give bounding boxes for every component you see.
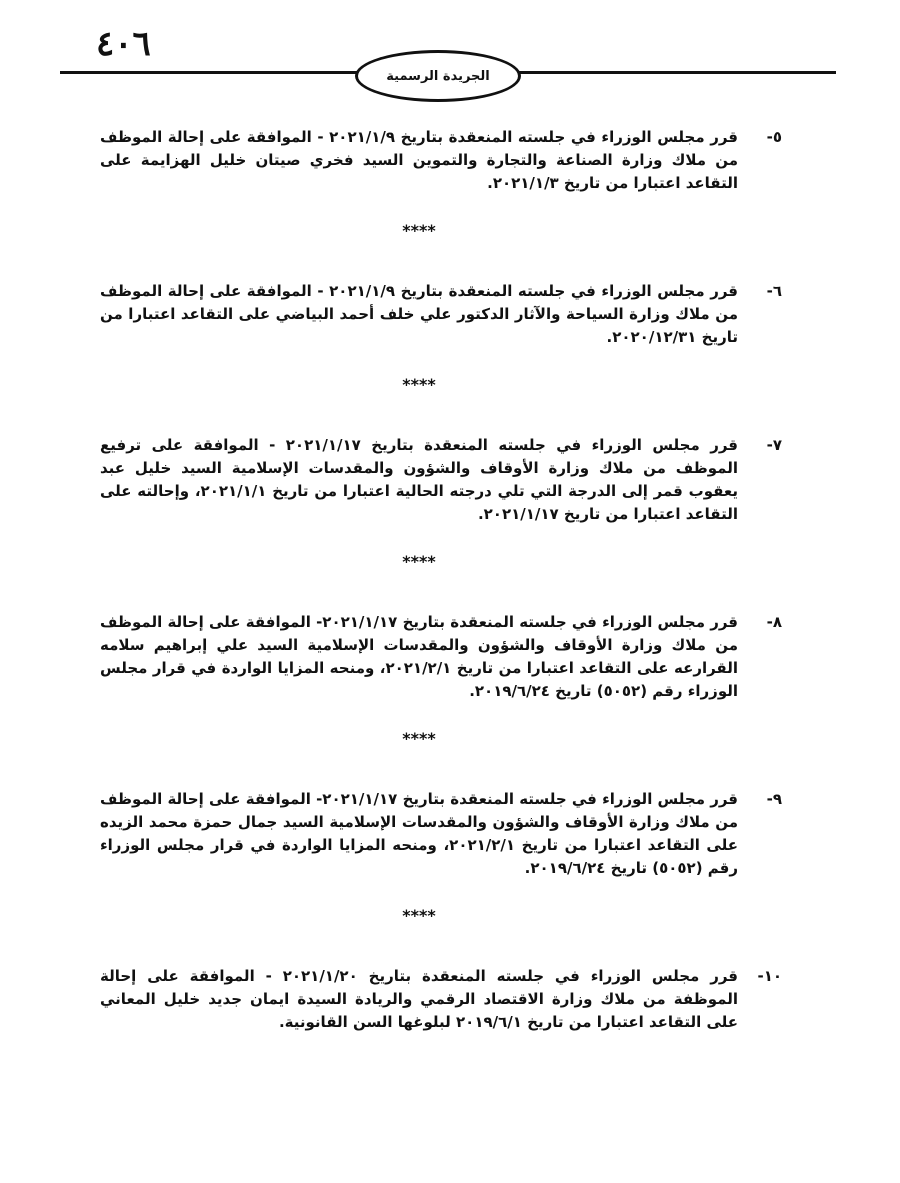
separator: **** [402,221,436,240]
decision-number: ٩- [766,790,782,808]
decision-text: قرر مجلس الوزراء في جلسته المنعقدة بتاريخ ٢٠٢١/١/٩ - الموافقة على إحالة الموظف من ملاك وزارة الصناعة والتجارة والتموين السيد فخري صيتان خليل الهزايمة على التقاعد اعتبارا من تاريخ ٢٠٢١/١/٣. [100,128,738,192]
separator: **** [402,375,436,394]
page-number: ٤٠٦ [96,24,151,64]
gazette-title-oval [355,50,521,102]
decision-item [100,280,782,349]
decision-text: قرر مجلس الوزراء في جلسته المنعقدة بتاريخ ٢٠٢١/١/١٧- الموافقة على إحالة الموظف من ملاك وزارة الأوقاف والشؤون والمقدسات الإسلامية السيد علي إبراهيم سلامه القرارعه على التقاعد اعتبارا من تاريخ ٢٠٢١/٢/١، ومنحه المزايا الواردة في قرار مجلس الوزراء رقم (٥٠٥٢) تاريخ ٢٠١٩/٦/٢٤. [100,613,738,700]
decision-text: قرر مجلس الوزراء في جلسته المنعقدة بتاريخ ٢٠٢١/١/١٧- الموافقة على إحالة الموظف من ملاك وزارة الأوقاف والشؤون والمقدسات الإسلامية السيد جمال حمزة محمد الزيده على التقاعد اعتبارا من تاريخ ٢٠٢١/٢/١، ومنحه المزايا الواردة في قرار مجلس الوزراء رقم (٥٠٥٢) تاريخ ٢٠١٩/٦/٢٤. [100,790,738,877]
decision-item [100,126,782,195]
decision-text: قرر مجلس الوزراء في جلسته المنعقدة بتاريخ ٢٠٢١/١/١٧ - الموافقة على ترفيع الموظف من ملاك وزارة الأوقاف والشؤون والمقدسات الإسلامية السيد خليل عبد يعقوب قمر إلى الدرجة التي تلي درجته الحالية اعتبارا من تاريخ ٢٠٢١/١/١، وإحالته على التقاعد اعتبارا من تاريخ ٢٠٢١/١/١٧. [100,436,738,523]
decision-text: قرر مجلس الوزراء في جلسته المنعقدة بتاريخ ٢٠٢١/١/٢٠ - الموافقة على إحالة الموظفة من ملاك وزارة الاقتصاد الرقمي والريادة السيدة ايمان جديد خليل المعاني على التقاعد اعتبارا من تاريخ ٢٠١٩/٦/١ لبلوغها السن القانونية. [100,967,738,1031]
separator: **** [402,729,436,748]
decision-item [100,611,782,703]
decision-item [100,965,782,1034]
decisions-list [100,126,782,1034]
decision-text: قرر مجلس الوزراء في جلسته المنعقدة بتاريخ ٢٠٢١/١/٩ - الموافقة على إحالة الموظف من ملاك وزارة السياحة والآثار الدكتور علي خلف أحمد البياضي على التقاعد اعتبارا من تاريخ ٢٠٢٠/١٢/٣١. [100,282,738,346]
separator: **** [402,552,436,571]
decision-item [100,434,782,526]
gazette-title: الجريدة الرسمية [386,68,490,84]
separator: **** [402,906,436,925]
decision-number: ٥- [766,128,782,146]
decision-number: ٦- [766,282,782,300]
decision-number: ٨- [766,613,782,631]
decision-number: ١٠- [757,967,782,985]
decision-number: ٧- [766,436,782,454]
decision-item [100,788,782,880]
